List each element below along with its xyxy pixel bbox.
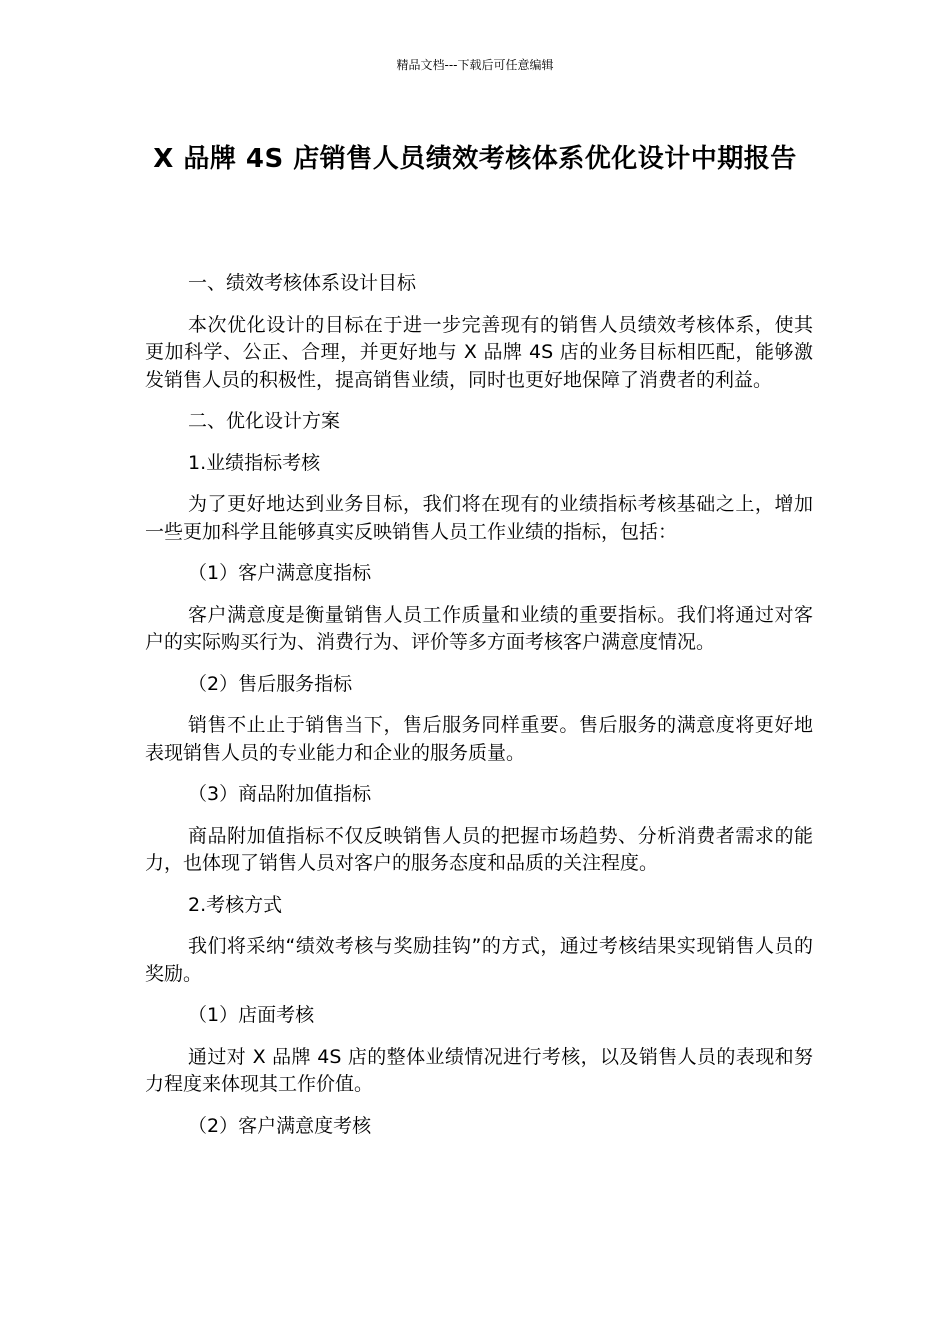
header-note: 精品文档---下载后可任意编辑 [396,58,554,72]
paragraph-value-added: 商品附加值指标不仅反映销售人员的把握市场趋势、分析消费者需求的能力，也体现了销售人员对客户的服务态度和品质的关注程度。 [145,824,813,874]
paragraph-store-assessment: 通过对 X 品牌 4S 店的整体业绩情况进行考核，以及销售人员的表现和努力程度来体现其工作价值。 [145,1045,813,1095]
paragraph-method: 我们将采纳“绩效考核与奖励挂钩”的方式，通过考核结果实现销售人员的奖励。 [145,935,813,985]
subsection-heading-performance: 1.业绩指标考核 [188,451,321,474]
paragraph-goals: 本次优化设计的目标在于进一步完善现有的销售人员绩效考核体系，使其更加科学、公正、合理，并更好地与 X 品牌 4S 店的业务目标相匹配，能够激发销售人员的积极性，提高销售业绩，同时也更好地保障了消费者的利益。 [145,313,813,391]
subsection-heading-method: 2.考核方式 [188,893,283,916]
item-heading-store-assessment: （1）店面考核 [188,1004,315,1026]
section-heading-plan: 二、优化设计方案 [188,410,341,432]
paragraph-after-sales: 销售不止止于销售当下，售后服务同样重要。售后服务的满意度将更好地表现销售人员的专业能力和企业的服务质量。 [145,714,813,764]
item-heading-customer-satisfaction-assessment: （2）客户满意度考核 [188,1114,372,1137]
item-heading-after-sales: （2）售后服务指标 [188,672,353,695]
item-heading-value-added: （3）商品附加值指标 [188,783,372,805]
section-heading-goals: 一、绩效考核体系设计目标 [188,272,417,294]
paragraph-customer-satisfaction: 客户满意度是衡量销售人员工作质量和业绩的重要指标。我们将通过对客户的实际购买行为、消费行为、评价等多方面考核客户满意度情况。 [145,603,813,653]
item-heading-customer-satisfaction: （1）客户满意度指标 [188,562,372,584]
paragraph-performance: 为了更好地达到业务目标，我们将在现有的业绩指标考核基础之上，增加一些更加科学且能够真实反映销售人员工作业绩的指标，包括： [145,493,813,543]
document-title: X 品牌 4S 店销售人员绩效考核体系优化设计中期报告 [153,144,797,174]
document-body [145,270,813,1140]
